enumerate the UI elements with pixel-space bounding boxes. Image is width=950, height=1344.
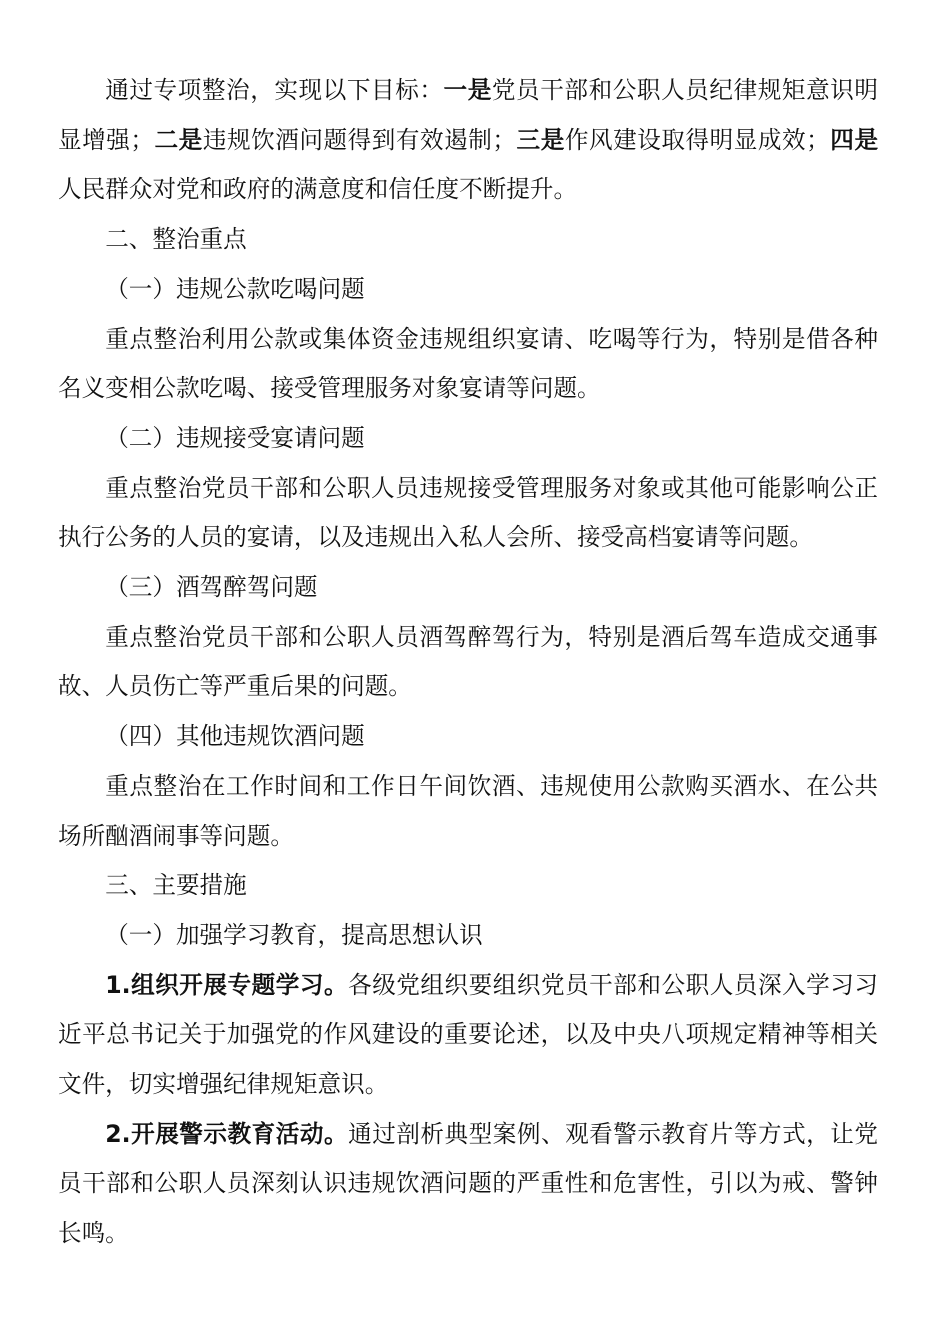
- measure-point-2-lead: 2.开展警示教育活动。: [105, 1119, 349, 1148]
- goal-3-text: 作风建设取得明显成效；: [564, 125, 830, 154]
- section-2-item-2-heading: （二）违规接受宴请问题: [105, 423, 365, 452]
- goal-1-text: 党员干部和公职人员纪律规矩意识明显增强；: [58, 76, 879, 154]
- measure-point-2: [58, 1110, 878, 1259]
- measure-point-1-lead: 1.组织开展专题学习。: [105, 970, 349, 999]
- measure-point-1-text: 各级党组织要组织党员干部和公职人员深入学习习近平总书记关于加强党的作风建设的重要论述，以及中央八项规定精神等相关文件，切实增强纪律规矩意识。: [58, 970, 878, 1099]
- goal-3-lead: 三是: [516, 125, 565, 154]
- section-2-item-3-text: 重点整治党员干部和公职人员酒驾醉驾行为，特别是酒后驾车造成交通事故、人员伤亡等严重后果的问题。: [58, 622, 878, 701]
- document-page: [58, 66, 878, 1259]
- section-2-item-4-heading: （四）其他违规饮酒问题: [105, 722, 365, 751]
- section-2-item-1-text: 重点整治利用公款或集体资金违规组织宴请、吃喝等行为，特别是借各种名义变相公款吃喝、接受管理服务对象宴请等问题。: [58, 324, 878, 403]
- section-2-item-1-heading: （一）违规公款吃喝问题: [105, 274, 365, 303]
- goal-4-text: 人民群众对党和政府的满意度和信任度不断提升。: [58, 175, 578, 204]
- section-3-sub-1-heading: （一）加强学习教育，提高思想认识: [105, 920, 483, 949]
- goals-intro: 通过专项整治，实现以下目标：: [105, 76, 444, 104]
- section-2-item-3-heading: （三）酒驾醉驾问题: [105, 573, 318, 602]
- goal-2-text: 违规饮酒问题得到有效遏制；: [202, 125, 517, 154]
- goal-4-lead: 四是: [829, 125, 879, 154]
- section-3-title: 三、主要措施: [105, 871, 247, 900]
- measure-point-1: [58, 961, 878, 1110]
- section-2-item-2-text: 重点整治党员干部和公职人员违规接受管理服务对象或其他可能影响公正执行公务的人员的宴请，以及违规出入私人会所、接受高档宴请等问题。: [58, 473, 878, 552]
- goal-1-lead: 一是: [443, 76, 492, 104]
- goals-paragraph: [58, 66, 878, 215]
- section-2-item-4-text: 重点整治在工作时间和工作日午间饮酒、违规使用公款购买酒水、在公共场所酗酒闹事等问题。: [58, 771, 878, 850]
- goal-2-lead: 二是: [154, 125, 203, 154]
- measure-point-2-text: 通过剖析典型案例、观看警示教育片等方式，让党员干部和公职人员深刻认识违规饮酒问题的严重性和危害性，引以为戒、警钟长鸣。: [58, 1119, 878, 1248]
- section-2-title: 二、整治重点: [105, 225, 247, 254]
